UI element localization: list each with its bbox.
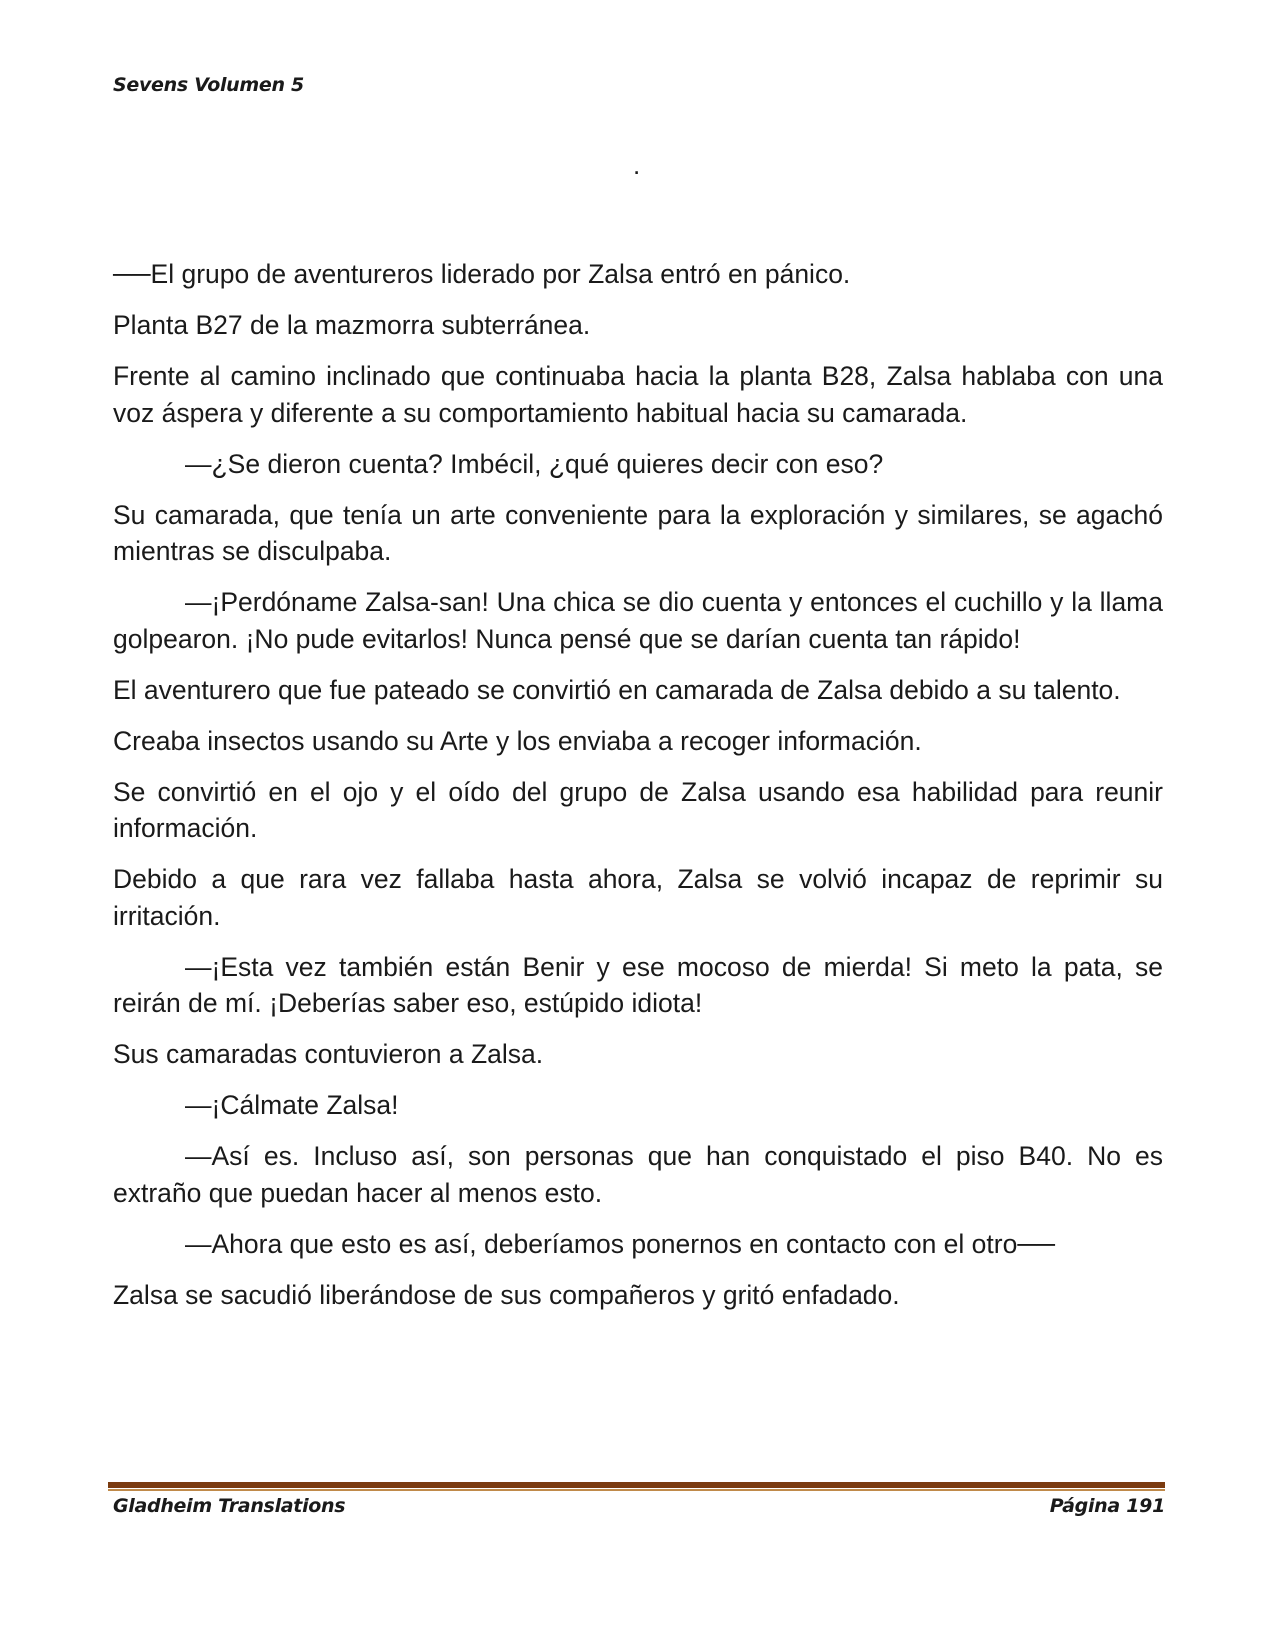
body-text [113, 256, 1163, 1328]
dialogue-paragraph: —¡Perdóname Zalsa-san! Una chica se dio cuenta y entonces el cuchillo y la llama golpearon. ¡No pude evitarlos! Nunca pensé que se darían cuenta tan rápido! [113, 587, 1163, 654]
dialogue-paragraph: —¿Se dieron cuenta? Imbécil, ¿qué quieres decir con eso? [185, 448, 884, 479]
dialogue-paragraph: —Ahora que esto es así, deberíamos ponernos en contacto con el otro── [185, 1228, 1055, 1259]
paragraph: Frente al camino inclinado que continuaba hacia la planta B28, Zalsa hablaba con una voz áspera y diferente a su comportamiento habitual hacia su camarada. [113, 361, 1163, 428]
paragraph: Sus camaradas contuvieron a Zalsa. [113, 1039, 544, 1069]
paragraph: ──El grupo de aventureros liderado por Zalsa entró en pánico. [113, 259, 851, 289]
paragraph: Planta B27 de la mazmorra subterránea. [113, 310, 591, 340]
paragraph: Se convirtió en el ojo y el oído del grupo de Zalsa usando esa habilidad para reunir información. [113, 776, 1163, 843]
dialogue-paragraph: —Así es. Incluso así, son personas que han conquistado el piso B40. No es extraño que puedan hacer al menos esto. [113, 1141, 1163, 1208]
page-header-title: Sevens Volumen 5 [113, 74, 304, 96]
paragraph: Su camarada, que tenía un arte conveniente para la exploración y similares, se agachó mientras se disculpaba. [113, 499, 1163, 566]
paragraph: Zalsa se sacudió liberándose de sus compañeros y gritó enfadado. [113, 1279, 900, 1310]
dialogue-paragraph: —¡Cálmate Zalsa! [185, 1090, 399, 1120]
dialogue-paragraph: —¡Esta vez también están Benir y ese mocoso de mierda! Si meto la pata, se reirán de mí. ¡Deberías saber eso, estúpido idiota! [113, 951, 1163, 1018]
paragraph: Debido a que rara vez fallaba hasta ahora, Zalsa se volvió incapaz de reprimir su irritación. [113, 864, 1163, 931]
footer-divider-thick [108, 1482, 1165, 1488]
page-number: Página 191 [1049, 1495, 1165, 1517]
scene-break: . [633, 150, 641, 180]
footer-translator: Gladheim Translations [113, 1495, 346, 1517]
footer-divider-thin [108, 1489, 1165, 1491]
paragraph: Creaba insectos usando su Arte y los enviaba a recoger información. [113, 725, 922, 756]
paragraph: El aventurero que fue pateado se convirtió en camarada de Zalsa debido a su talento. [113, 674, 1121, 705]
